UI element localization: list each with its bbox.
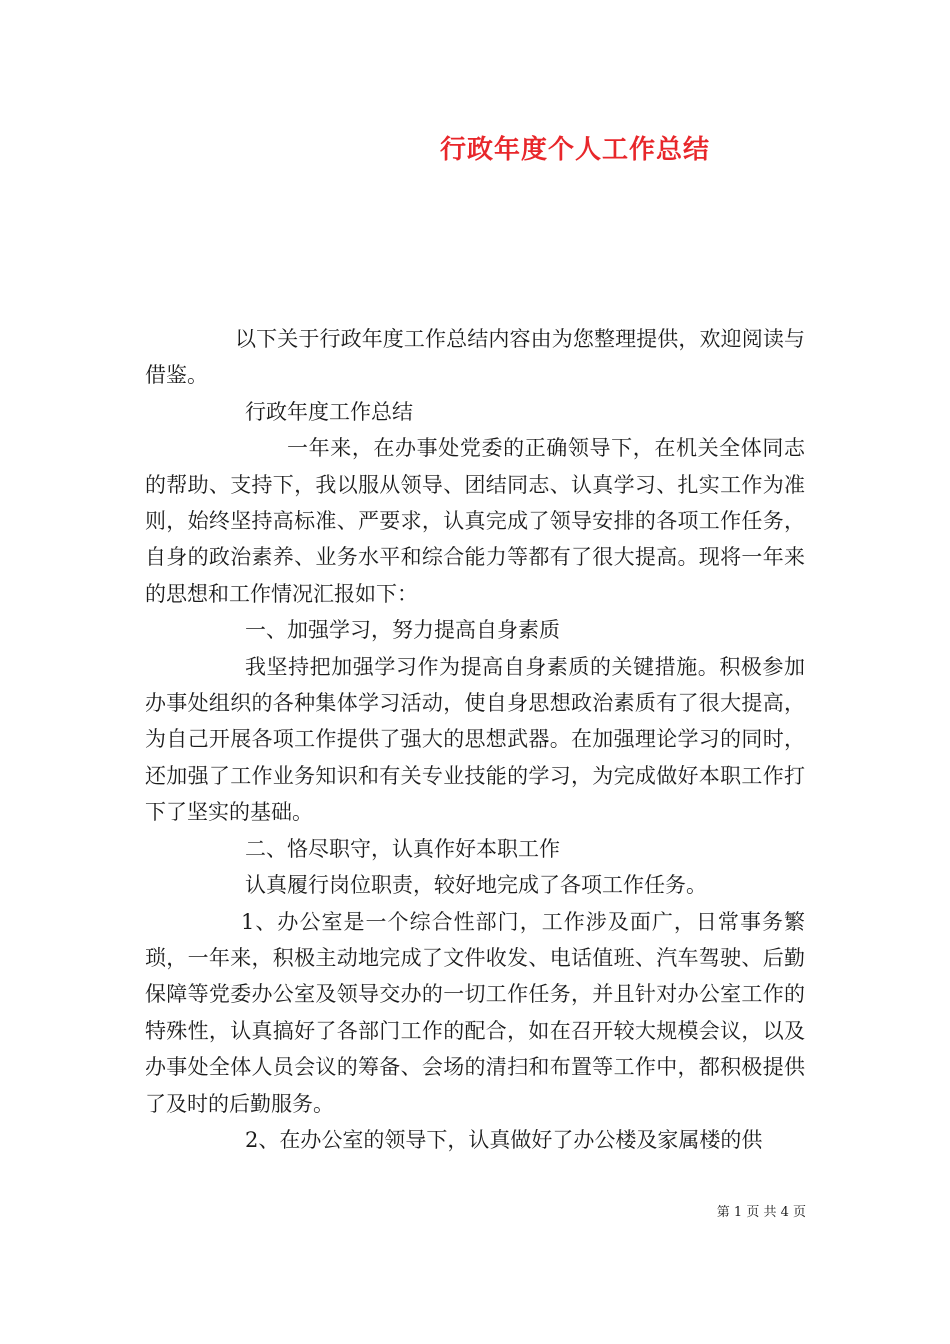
item-1-paragraph: 1、办公室是一个综合性部门，工作涉及面广，日常事务繁琐，一年来，积极主动地完成了文件收发、电话值班、汽车驾驶、后勤保障等党委办公室及领导交办的一切工作任务，并且针对办公室工作的特殊性，认真搞好了各部门工作的配合，如在召开较大规模会议，以及办事处全体人员会议的筹备、会场的清扫和布置等工作中，都积极提供了及时的后勤服务。: [145, 909, 805, 1116]
section-heading-1: 一、加强学习，努力提高自身素质: [245, 618, 560, 643]
intro-paragraph: 以下关于行政年度工作总结内容由为您整理提供，欢迎阅读与借鉴。: [145, 327, 805, 388]
opening-paragraph: 一年来，在办事处党委的正确领导下，在机关全体同志的帮助、支持下，我以服从领导、团结同志、认真学习、扎实工作为准则，始终坚持高标准、严要求，认真完成了领导安排的各项工作任务，自身的政治素养、业务水平和综合能力等都有了很大提高。现将一年来的思想和工作情况汇报如下：: [145, 436, 805, 606]
subtitle-paragraph: 行政年度工作总结: [245, 399, 413, 424]
document-body: [145, 321, 805, 1158]
section-heading-2: 二、恪尽职守，认真作好本职工作: [245, 836, 560, 861]
study-paragraph: 我坚持把加强学习作为提高自身素质的关键措施。积极参加办事处组织的各种集体学习活动，使自身思想政治素质有了很大提高，为自己开展各项工作提供了强大的思想武器。在加强理论学习的同时，还加强了工作业务知识和有关专业技能的学习，为完成做好本职工作打下了坚实的基础。: [145, 654, 805, 825]
duty-paragraph: 认真履行岗位职责，较好地完成了各项工作任务。: [245, 873, 707, 898]
item-2-paragraph: 2、在办公室的领导下，认真做好了办公楼及家属楼的供: [245, 1127, 763, 1152]
document-title: 行政年度个人工作总结: [439, 135, 710, 165]
page-footer: 第 1 页 共 4 页: [716, 1205, 806, 1220]
